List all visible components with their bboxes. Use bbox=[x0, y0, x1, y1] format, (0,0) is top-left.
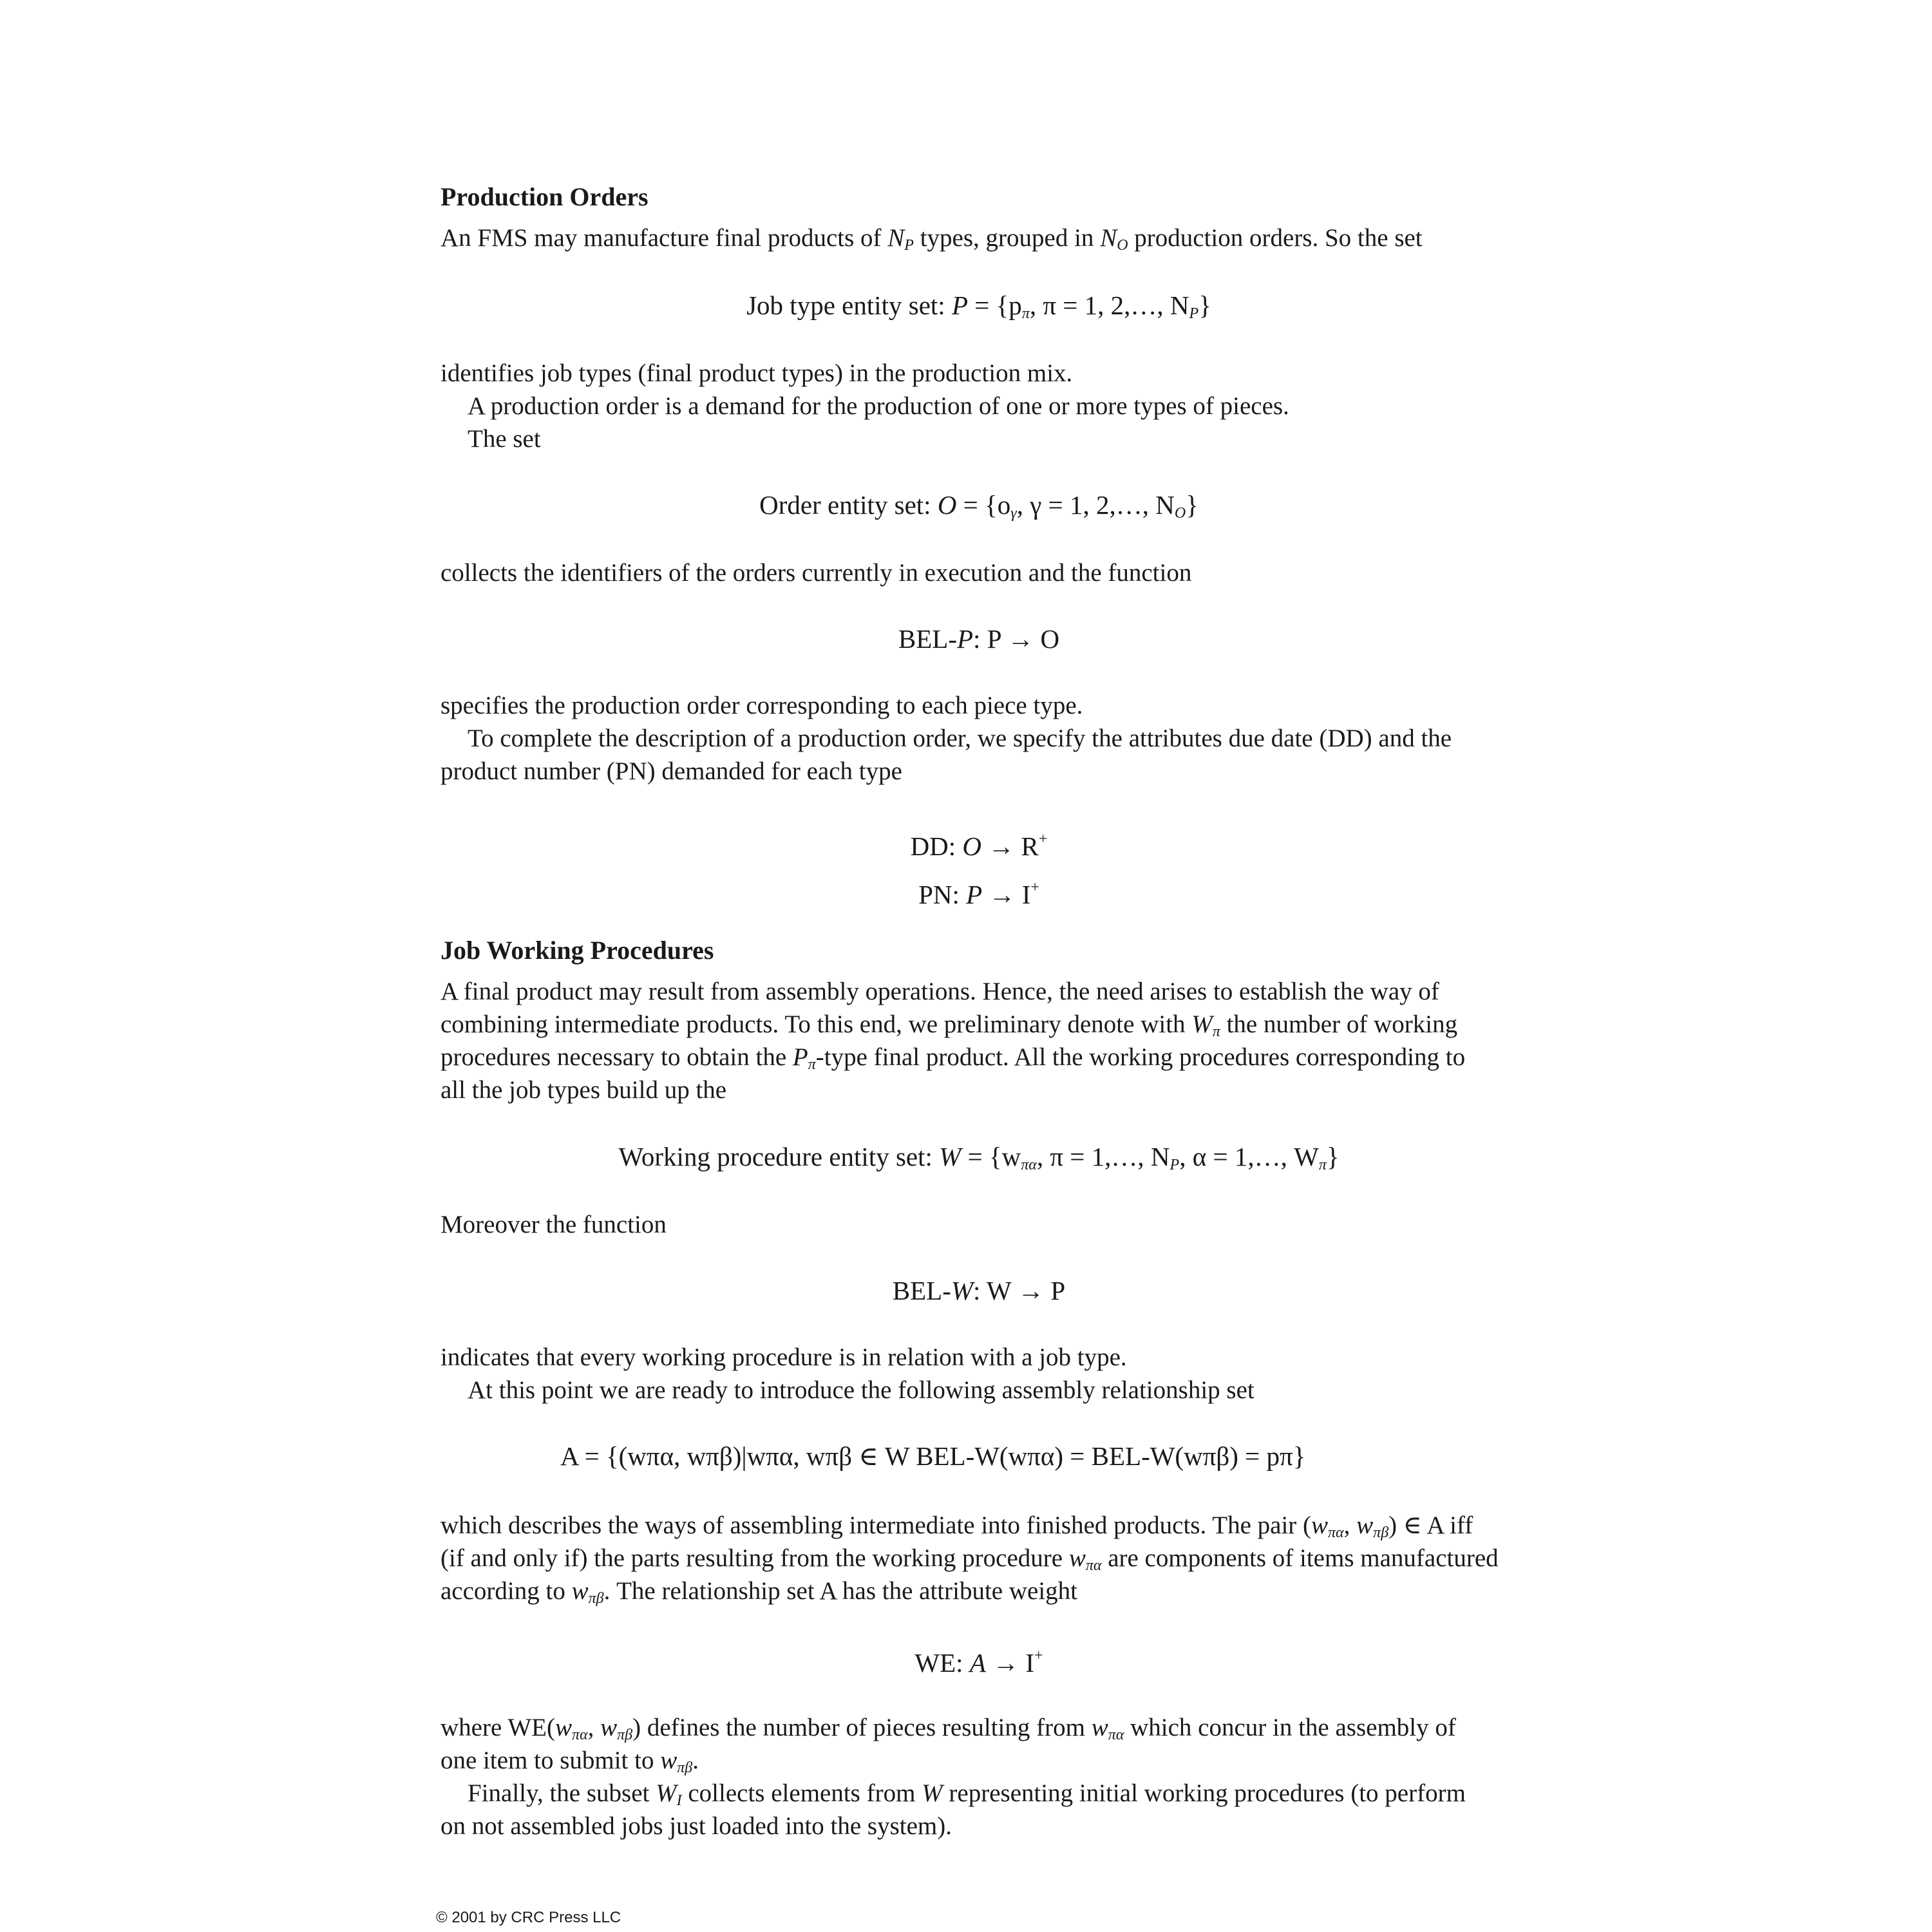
text-line: combining intermediate products. To this end, we preliminary denote with $W_\pi$ the number of working bbox=[440, 1010, 1458, 1040]
text-line: product number (PN) demanded for each type bbox=[440, 757, 902, 785]
text-line: collects the identifiers of the orders currently in execution and the function bbox=[440, 559, 1192, 587]
equation-assembly-set: A = {(wπα, wπβ)|wπα, wπβ ∈ W BEL-W(wπα) = BEL-W(wπβ) = pπ} bbox=[560, 1441, 1306, 1471]
text-line: identifies job types (final product types) in the production mix. bbox=[440, 359, 1073, 387]
heading-production-orders: Production Orders bbox=[440, 182, 649, 211]
text-line: At this point we are ready to introduce the following assembly relationship set bbox=[468, 1376, 1255, 1404]
text-line: (if and only if) the parts resulting from the working procedure $w_{\pi\alpha}$ are components of items manufactured bbox=[440, 1544, 1499, 1574]
equation-order-set: Order entity set: $O = \{o_\gamma$, γ = 1, 2,…, $N_O$} bbox=[759, 490, 1198, 522]
equation-we: WE: A → I+ bbox=[914, 1647, 1043, 1678]
text-line: on not assembled jobs just loaded into the system). bbox=[440, 1812, 952, 1840]
text-line: The set bbox=[468, 425, 541, 453]
text-line: A production order is a demand for the production of one or more types of pieces. bbox=[468, 392, 1289, 420]
equation-bel-p: BEL-P: P → O bbox=[898, 624, 1060, 654]
text-line: where $WE(w_{\pi\alpha}$, $w_{\pi\beta}$) defines the number of pieces resulting from $w_{\pi\alpha}$ which concur in the assembly of bbox=[440, 1714, 1456, 1743]
text-line: Moreover the function bbox=[440, 1211, 667, 1238]
heading-job-working-procedures: Job Working Procedures bbox=[440, 936, 714, 965]
text-line: A final product may result from assembly operations. Hence, the need arises to establish the way of bbox=[440, 978, 1439, 1005]
equation-pn: PN: P → I+ bbox=[918, 879, 1039, 909]
equation-bel-w: BEL-W: W → P bbox=[892, 1276, 1066, 1305]
text-line: which describes the ways of assembling intermediate into finished products. The pair ($w_{\pi\alpha}$, $w_{\pi\beta}$) ∈ A iff bbox=[440, 1511, 1473, 1541]
text-line: all the job types build up the bbox=[440, 1076, 727, 1104]
text-line: indicates that every working procedure is in relation with a job type. bbox=[440, 1343, 1127, 1371]
equation-working-procedure-set: Working procedure entity set: $W = \{w_{\pi\alpha}$, π = 1,…, $N_P$, α = 1,…, $W_\pi$} bbox=[618, 1142, 1340, 1173]
paragraph-fms: An FMS may manufacture final products of $N_P$ types, grouped in $N_O$ production orders. So the set bbox=[440, 224, 1423, 254]
copyright-footer: © 2001 by CRC Press LLC bbox=[436, 1909, 621, 1926]
text-line: To complete the description of a production order, we specify the attributes due date (DD) and the bbox=[468, 724, 1452, 752]
text-line: one item to submit to $w_{\pi\beta}$. bbox=[440, 1747, 699, 1776]
text-line: procedures necessary to obtain the $P_\pi$-type final product. All the working procedures corresponding to bbox=[440, 1043, 1466, 1073]
text-line: specifies the production order corresponding to each piece type. bbox=[440, 692, 1083, 719]
text-line: according to $w_{\pi\beta}$. The relationship set A has the attribute weight bbox=[440, 1577, 1078, 1607]
text-line: Finally, the subset $W_I$ collects elements from W representing initial working procedures (to perform bbox=[468, 1779, 1466, 1809]
equation-dd: DD: O → R+ bbox=[910, 831, 1048, 861]
equation-job-type-set: Job type entity set: $P = \{p_\pi$, π = 1, 2,…, $N_P$} bbox=[746, 290, 1211, 322]
